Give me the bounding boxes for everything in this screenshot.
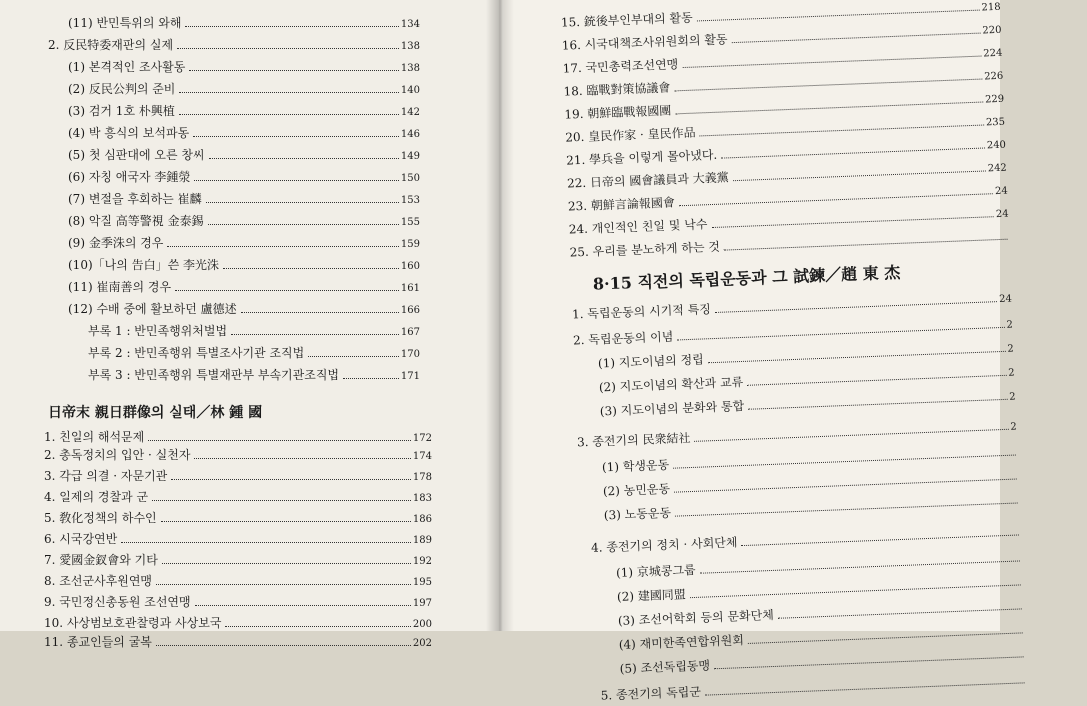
toc-entry-title: (2) 反民公判의 준비	[68, 82, 176, 96]
toc-entry-title: 20. 皇民作家 · 皇民作品	[565, 125, 696, 145]
toc-entry-title: 19. 朝鮮臨戰報國團	[564, 103, 672, 122]
toc-entry	[68, 102, 420, 119]
toc-leader-dots	[778, 608, 1022, 618]
toc-entry-title: (3) 검거 1호 朴興植	[68, 104, 175, 118]
toc-entry	[68, 168, 420, 185]
toc-entry-title: (1) 京城콩그룹	[615, 562, 696, 580]
toc-entry-title: (9) 金季洙의 경우	[68, 236, 164, 250]
toc-entry-title: (3) 노동운동	[603, 505, 672, 523]
toc-leader-dots	[674, 479, 1017, 493]
toc-leader-dots	[171, 479, 411, 480]
toc-entry-title: 18. 臨戰對策協議會	[563, 80, 671, 99]
toc-entry	[88, 366, 420, 383]
toc-entry-page-number: 235	[985, 116, 1006, 129]
toc-entry-title: (11) 반민특위의 와해	[68, 16, 182, 30]
toc-leader-dots	[700, 560, 1020, 573]
toc-entry-page-number: 149	[400, 151, 420, 162]
toc-entry-title: 17. 국민총력조선연맹	[562, 57, 679, 76]
toc-entry-page-number: 140	[400, 85, 420, 96]
toc-leader-dots	[189, 70, 399, 71]
toc-leader-dots	[162, 563, 411, 564]
toc-entry	[44, 509, 432, 526]
toc-entry-title: 23. 朝鮮言論報國會	[567, 195, 676, 214]
toc-leader-dots	[677, 327, 1004, 341]
toc-entry	[44, 530, 432, 547]
toc-entry-title: 4. 종전기의 정치 · 사회단체	[590, 535, 738, 555]
toc-leader-dots	[695, 429, 1009, 442]
toc-leader-dots	[700, 125, 984, 137]
toc-entry-title: 9. 국민정신총동원 조선연맹	[44, 595, 191, 609]
toc-entry-title: 5. 종전기의 독립군	[600, 684, 702, 703]
toc-entry-title: (1) 지도이념의 정립	[597, 352, 704, 371]
toc-leader-dots	[209, 158, 399, 159]
toc-leader-dots	[715, 301, 997, 313]
toc-leader-dots	[241, 312, 399, 313]
toc-leader-dots	[185, 26, 398, 27]
toc-leader-dots	[121, 542, 411, 543]
section-title: 8·15 직전의 독립운동과 그 試鍊／趙 東 杰	[592, 262, 901, 294]
toc-entry-page-number: 240	[986, 139, 1007, 152]
toc-leader-dots	[733, 170, 986, 181]
toc-leader-dots	[697, 10, 980, 22]
toc-entry	[68, 212, 420, 229]
toc-leader-dots	[690, 584, 1021, 598]
toc-entry-title: 4. 일제의 경찰과 군	[44, 490, 149, 504]
toc-entry-page-number: 2	[1007, 343, 1014, 355]
toc-entry-title: (3) 조선어학회 등의 문화단체	[617, 607, 775, 628]
toc-entry-title: 2. 독립운동의 이념	[572, 329, 674, 348]
toc-entry-title: (10)「나의 告白」쓴 李光洙	[68, 258, 220, 272]
toc-entry	[68, 80, 420, 97]
toc-entry-page-number: 2	[1009, 391, 1016, 403]
toc-entry-title: (5) 조선독립동맹	[619, 658, 711, 676]
toc-entry-title: 8. 조선군사후원연맹	[44, 574, 153, 588]
toc-leader-dots	[206, 202, 399, 203]
toc-entry-title: 1. 친일의 해석문제	[44, 430, 145, 444]
toc-entry	[44, 551, 432, 568]
toc-leader-dots	[714, 656, 1023, 669]
toc-entry-title: 10. 사상범보호관찰령과 사상보국	[44, 616, 222, 630]
toc-entry-title: 15. 銃後부인부대의 활동	[560, 10, 693, 30]
toc-leader-dots	[721, 147, 985, 158]
toc-entry-page-number: 197	[412, 598, 432, 609]
toc-entry-page-number: 160	[400, 261, 420, 272]
toc-leader-dots	[675, 502, 1018, 516]
toc-leader-dots	[167, 246, 399, 247]
toc-entry	[44, 488, 432, 505]
section-title: 日帝末 親日群像의 실태／林 鍾 國	[48, 405, 263, 421]
right-page	[500, 0, 1017, 703]
toc-entry-page-number: 155	[400, 217, 420, 228]
toc-entry-page-number: 195	[412, 577, 432, 588]
toc-entry-title: 부록 2 : 반민족행위 특별조사기관 조직법	[88, 346, 305, 360]
toc-leader-dots	[679, 193, 993, 206]
toc-entry	[68, 14, 420, 31]
toc-entry-page-number: 142	[400, 107, 420, 118]
toc-entry-title: (2) 建國同盟	[616, 587, 687, 604]
toc-entry-title: 5. 敎化정책의 하수인	[44, 511, 157, 525]
toc-leader-dots	[194, 458, 410, 459]
toc-entry-page-number: 2	[1010, 421, 1017, 433]
toc-entry-page-number: 24	[994, 185, 1008, 198]
toc-leader-dots	[712, 216, 994, 228]
toc-leader-dots	[673, 455, 1016, 469]
toc-leader-dots	[748, 632, 1023, 644]
toc-entry	[48, 36, 420, 53]
toc-entry-title: 부록 3 : 반민족행위 특별재판부 부속기관조직법	[88, 368, 339, 382]
toc-entry	[68, 58, 420, 75]
toc-entry-title: 1. 독립운동의 시기적 특징	[571, 302, 712, 322]
toc-leader-dots	[179, 114, 399, 115]
toc-entry	[44, 593, 432, 610]
toc-entry	[68, 300, 420, 317]
toc-leader-dots	[682, 56, 981, 68]
toc-entry	[68, 234, 420, 251]
toc-leader-dots	[724, 239, 1008, 251]
toc-entry-page-number: 138	[400, 63, 420, 74]
toc-entry-page-number: 161	[400, 283, 420, 294]
toc-leader-dots	[161, 521, 411, 522]
toc-leader-dots	[156, 584, 411, 585]
toc-entry-title: 21. 學兵을 이렇게 몰아냈다.	[565, 147, 718, 168]
toc-leader-dots	[194, 180, 399, 181]
toc-leader-dots	[343, 378, 399, 379]
toc-entry-page-number: 166	[400, 305, 420, 316]
left-page	[0, 0, 500, 649]
toc-leader-dots	[705, 682, 1025, 695]
toc-entry-title: (7) 변절을 후회하는 崔麟	[68, 192, 202, 206]
book-gutter	[486, 0, 514, 631]
toc-entry-page-number: 172	[412, 433, 432, 444]
toc-entry-title: 16. 시국대책조사위원회의 활동	[561, 32, 728, 53]
toc-entry	[88, 344, 420, 361]
toc-leader-dots	[747, 375, 1006, 386]
toc-entry	[44, 467, 432, 484]
toc-entry-page-number: 134	[400, 19, 420, 30]
toc-entry-title: (2) 지도이념의 확산과 교류	[598, 374, 744, 395]
toc-leader-dots	[223, 268, 399, 269]
toc-entry	[68, 190, 420, 207]
toc-entry-page-number: 24	[998, 293, 1013, 306]
toc-entry-title: 2. 총독정치의 입안 · 실천자	[44, 448, 191, 462]
toc-entry-page-number: 183	[412, 493, 432, 504]
toc-entry-page-number: 202	[412, 638, 432, 649]
toc-entry-title: (1) 학생운동	[601, 457, 670, 475]
toc-entry-page-number: 138	[400, 41, 420, 52]
toc-entry-title: (8) 악질 高等警視 金泰錫	[68, 214, 204, 228]
toc-entry-page-number: 171	[400, 371, 420, 382]
toc-entry	[44, 572, 432, 589]
toc-entry	[68, 256, 420, 273]
toc-leader-dots	[748, 399, 1007, 410]
toc-entry	[44, 614, 432, 631]
toc-entry-title: (1) 본격적인 조사활동	[68, 60, 186, 74]
toc-leader-dots	[675, 102, 983, 115]
toc-entry-title: 22. 日帝의 國會議員과 大義黨	[566, 170, 729, 191]
toc-entry	[68, 146, 420, 163]
toc-leader-dots	[308, 356, 399, 357]
toc-leader-dots	[208, 224, 399, 225]
toc-leader-dots	[156, 645, 411, 646]
toc-leader-dots	[148, 440, 411, 441]
toc-entry	[600, 670, 1026, 703]
toc-entry-title: 2. 反民特委재판의 실제	[48, 38, 174, 52]
toc-entry-page-number: 178	[412, 472, 432, 483]
toc-entry-title: 3. 종전기의 民衆結社	[576, 431, 691, 450]
toc-leader-dots	[195, 605, 411, 606]
toc-leader-dots	[152, 500, 411, 501]
toc-entry-title: (4) 박 흥식의 보석파동	[68, 126, 190, 140]
toc-entry-title: 25. 우리를 분노하게 하는 것	[569, 239, 721, 260]
toc-entry	[44, 633, 432, 650]
toc-entry-title: 11. 종교인들의 굴복	[44, 635, 152, 649]
toc-entry-page-number: 242	[987, 162, 1008, 175]
toc-entry-page-number: 167	[400, 327, 420, 338]
toc-entry-page-number: 2	[1006, 319, 1014, 331]
toc-leader-dots	[231, 334, 399, 335]
toc-leader-dots	[175, 290, 399, 291]
toc-entry-title: 6. 시국강연반	[44, 532, 118, 546]
toc-entry-page-number: 153	[400, 195, 420, 206]
toc-entry-title: 3. 각급 의결 · 자문기관	[44, 469, 168, 483]
toc-entry-page-number: 186	[412, 514, 432, 525]
toc-entry-title: (5) 첫 심판대에 오른 창씨	[68, 148, 205, 162]
toc-leader-dots	[193, 136, 399, 137]
toc-leader-dots	[225, 626, 410, 627]
toc-entry	[44, 446, 432, 463]
toc-entry-page-number: 189	[412, 535, 432, 546]
toc-entry-page-number: 174	[412, 451, 432, 462]
toc-entry-title: 7. 愛國金釵會와 기타	[44, 553, 158, 567]
toc-entry-page-number: 224	[983, 47, 1003, 60]
toc-entry-title: 부록 1 : 반민족행위처벌법	[88, 324, 228, 338]
toc-entry-title: (11) 崔南善의 경우	[68, 280, 172, 294]
toc-entry-title: (12) 수배 중에 활보하던 盧德述	[68, 302, 237, 316]
toc-entry-page-number: 226	[984, 70, 1004, 83]
toc-entry-page-number: 229	[984, 93, 1005, 106]
toc-entry-page-number: 2	[1008, 367, 1015, 379]
right-page-content	[500, 0, 1084, 703]
toc-entry-page-number: 170	[400, 349, 420, 360]
toc-entry-page-number: 218	[981, 1, 1001, 14]
toc-entry-title: (2) 농민운동	[602, 481, 671, 499]
toc-entry-page-number: 192	[412, 556, 432, 567]
toc-leader-dots	[732, 33, 981, 44]
toc-leader-dots	[177, 48, 399, 49]
toc-leader-dots	[675, 79, 983, 92]
toc-entry-page-number: 220	[982, 24, 1002, 37]
toc-entry	[88, 322, 420, 339]
toc-leader-dots	[742, 534, 1019, 546]
toc-entry	[68, 278, 420, 295]
toc-entry-title: (4) 재미한족연합위원회	[618, 633, 745, 652]
toc-entry-title: (3) 지도이념의 분화와 통합	[599, 398, 745, 419]
toc-entry-page-number: 200	[412, 619, 432, 630]
toc-entry	[44, 428, 432, 445]
toc-entry-title: 24. 개인적인 친일 및 낙수	[568, 217, 708, 237]
toc-entry-page-number: 146	[400, 129, 420, 140]
toc-entry	[68, 124, 420, 141]
toc-entry-page-number: 159	[400, 239, 420, 250]
toc-entry-title: (6) 자칭 애국자 李鍾滎	[68, 170, 191, 184]
toc-leader-dots	[179, 92, 399, 93]
toc-leader-dots	[708, 351, 1006, 363]
toc-entry-page-number: 24	[995, 208, 1009, 221]
toc-entry-page-number: 150	[400, 173, 420, 184]
